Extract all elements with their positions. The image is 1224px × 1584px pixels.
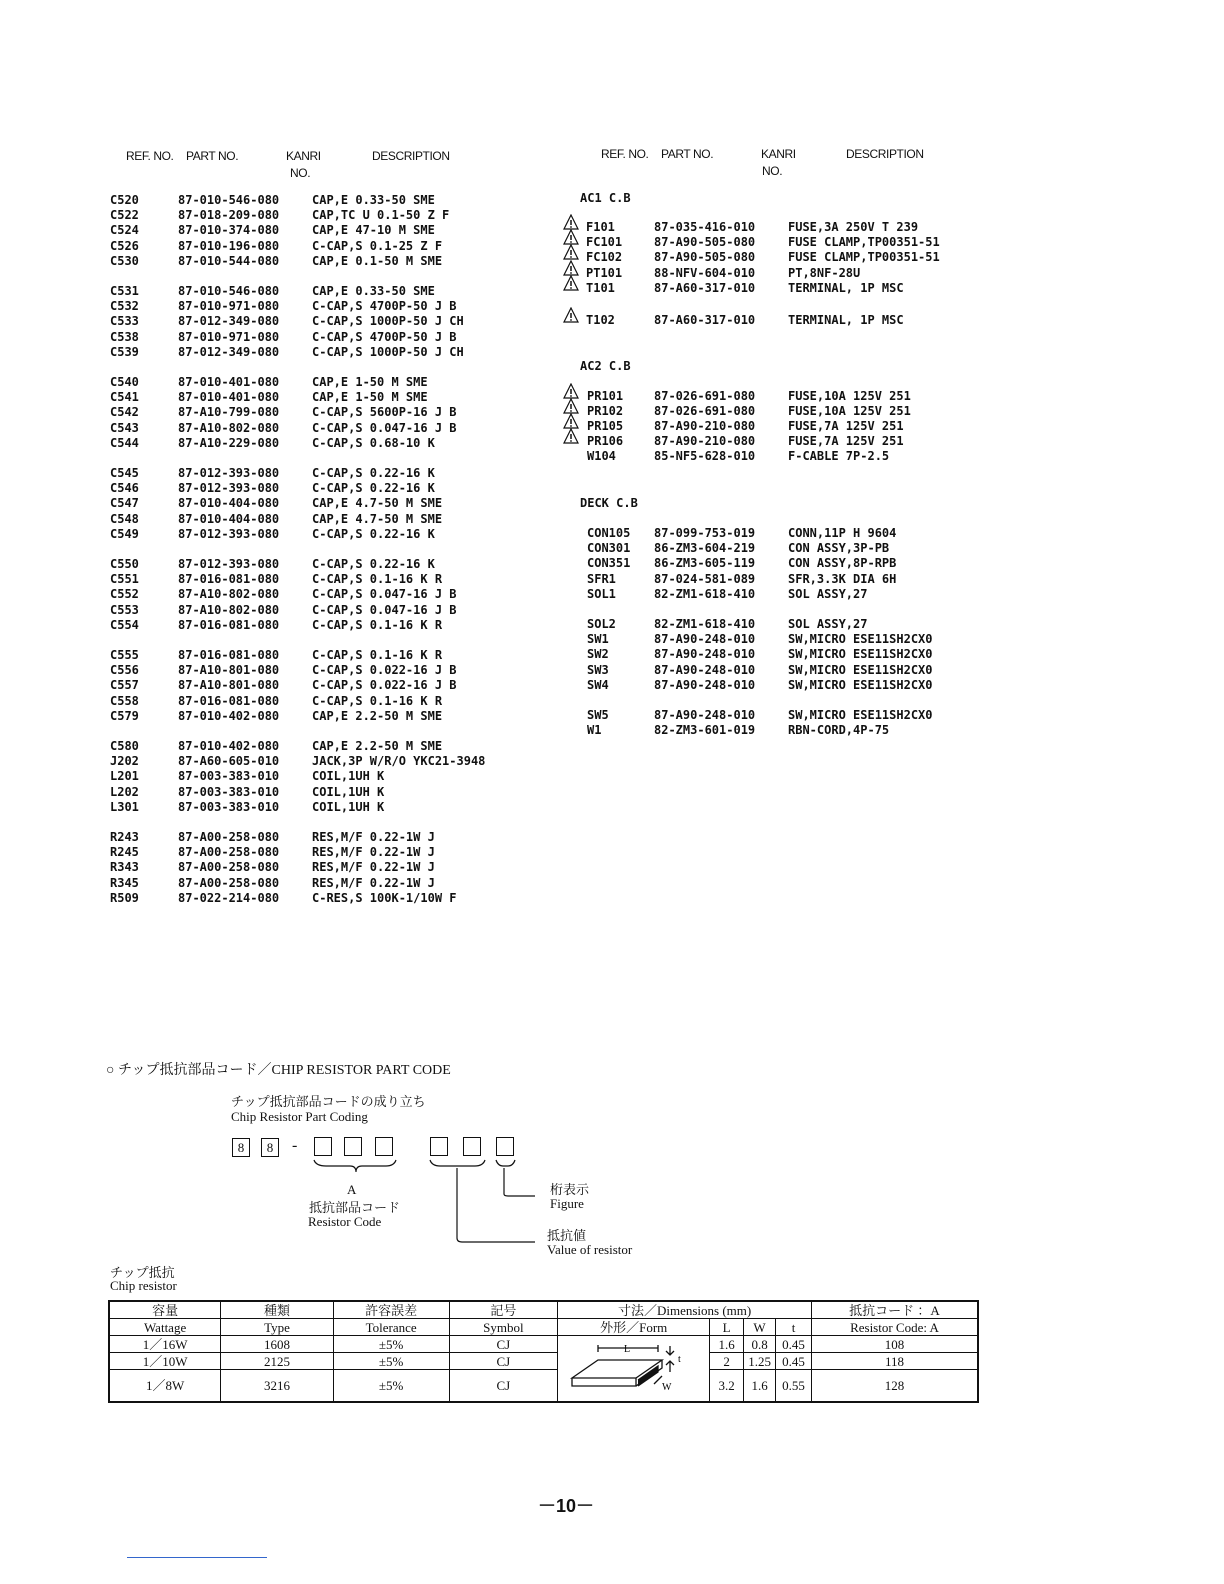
part-no: 87-003-383-010 (178, 799, 280, 814)
description: CONN,11P H 9604 (788, 526, 897, 540)
section-title-ac1: AC1 C.B (580, 191, 631, 205)
description: C-CAP,S 0.1-16 K R (312, 572, 443, 587)
ref-no: C545 (110, 466, 139, 480)
th-t: t (776, 1319, 812, 1336)
ref-no: R243 (110, 830, 139, 844)
part-no: 87-A10-229-080 (178, 435, 280, 450)
description: C-CAP,S 1000P-50 J CH (312, 314, 464, 329)
section-title-ac2: AC2 C.B (580, 359, 631, 373)
ref-no: CON351 (587, 556, 631, 571)
value-en: Value of resistor (547, 1242, 633, 1257)
description: JACK,3P W/R/O YKC21-3948 (312, 754, 486, 769)
th-type-jp: 種類 (221, 1301, 334, 1319)
description: C-CAP,S 0.22-16 K (312, 557, 435, 571)
code-box-1: 8 (232, 1138, 250, 1157)
cell-l: 1.6 (710, 1336, 744, 1353)
left-header-part: PART NO. (186, 149, 239, 163)
cell-t: 0.55 (776, 1370, 812, 1402)
ref-no: T101 (586, 281, 615, 295)
ref-no: C522 (110, 208, 139, 223)
chip-form-drawing (558, 1342, 708, 1394)
description: CAP,E 1-50 M SME (312, 375, 428, 389)
left-header-ref: REF. NO. (126, 149, 174, 163)
section-title-deck: DECK C.B (580, 496, 638, 510)
right-header-description: DESCRIPTION (846, 147, 924, 161)
table-row (109, 1370, 978, 1402)
cell-symbol: CJ (449, 1353, 558, 1370)
cell-w: 1.25 (744, 1353, 776, 1370)
description: CON ASSY,3P-PB (788, 541, 890, 556)
ref-no: C539 (110, 344, 139, 359)
ref-no: SFR1 (587, 571, 616, 586)
code-dash: - (292, 1137, 298, 1154)
ref-no: C520 (110, 193, 139, 207)
ref-no: C552 (110, 587, 139, 602)
label-a: A (347, 1182, 357, 1197)
cell-type: 1608 (221, 1336, 334, 1353)
part-no: 87-A90-248-010 (654, 677, 756, 692)
part-no: 87-A60-317-010 (654, 281, 756, 295)
cell-t: 0.45 (776, 1336, 812, 1353)
value-jp: 抵抗値 (547, 1228, 587, 1243)
warning-triangle-icon (563, 413, 579, 429)
description: SOL ASSY,27 (788, 617, 868, 631)
part-no: 87-A90-248-010 (654, 708, 756, 722)
ref-no: F101 (586, 220, 615, 234)
description: CAP,TC U 0.1-50 Z F (312, 208, 450, 223)
description: FUSE,7A 125V 251 (788, 434, 904, 448)
part-no: 87-A90-505-080 (654, 235, 756, 249)
part-no: 87-A90-248-010 (654, 662, 756, 677)
part-no: 86-ZM3-604-219 (654, 541, 756, 556)
chip-resistor-en: Chip resistor (110, 1278, 177, 1293)
cell-form-drawing (558, 1336, 710, 1402)
ref-no: J202 (110, 754, 139, 769)
part-no: 82-ZM1-618-410 (654, 586, 756, 601)
description: CAP,E 0.33-50 SME (312, 193, 435, 207)
part-no: 87-A90-210-080 (654, 419, 756, 433)
description: TERMINAL, 1P MSC (788, 281, 904, 295)
left-header-kanri: KANRI (286, 149, 321, 163)
ref-no: C532 (110, 299, 139, 314)
ref-no: C531 (110, 284, 139, 298)
ref-no: PR105 (587, 419, 624, 433)
part-no: 87-012-393-080 (178, 466, 280, 480)
description: SW,MICRO ESE11SH2CX0 (788, 677, 933, 692)
th-w: W (744, 1319, 776, 1336)
description: FUSE,10A 125V 251 (788, 404, 911, 418)
part-no: 87-A00-258-080 (178, 860, 280, 875)
description: CAP,E 4.7-50 M SME (312, 496, 443, 511)
part-no: 87-A60-317-010 (654, 313, 756, 327)
cell-w: 0.8 (744, 1336, 776, 1353)
ref-no: R245 (110, 845, 139, 860)
warning-triangle-icon (563, 229, 579, 245)
cell-t: 0.45 (776, 1353, 812, 1370)
figure-en: Figure (550, 1196, 584, 1211)
part-no: 87-012-349-080 (178, 344, 280, 359)
th-code-jp: 抵抗コード ：A (811, 1301, 978, 1319)
warning-triangle-icon (563, 383, 579, 399)
ref-no: C555 (110, 648, 139, 662)
th-form: 外形／Form (558, 1319, 710, 1336)
part-no: 87-022-214-080 (178, 890, 280, 905)
cell-code: 128 (811, 1370, 978, 1402)
part-no: 87-A90-505-080 (654, 250, 756, 264)
th-wattage-en: Wattage (109, 1319, 221, 1336)
chip-resistor-jp: チップ抵抗 (110, 1265, 175, 1280)
ref-no: R343 (110, 860, 139, 875)
warning-triangle-icon (563, 398, 579, 414)
cell-wattage: 1／10W (109, 1353, 221, 1370)
th-type-en: Type (221, 1319, 334, 1336)
description: CAP,E 0.1-50 M SME (312, 253, 443, 268)
ref-no: L202 (110, 784, 139, 799)
description: SW,MICRO ESE11SH2CX0 (788, 632, 933, 647)
part-no: 87-012-349-080 (178, 314, 280, 329)
part-no: 87-010-544-080 (178, 253, 280, 268)
description: C-CAP,S 4700P-50 J B (312, 299, 457, 314)
description: FUSE CLAMP,TP00351-51 (788, 250, 940, 264)
ref-no: C530 (110, 253, 139, 268)
description: C-CAP,S 0.1-16 K R (312, 617, 443, 632)
description: C-CAP,S 0.047-16 J B (312, 602, 457, 617)
cell-tolerance: ±5% (333, 1353, 449, 1370)
description: TERMINAL, 1P MSC (788, 313, 904, 327)
part-no: 87-010-401-080 (178, 390, 280, 405)
warning-triangle-icon (563, 244, 579, 260)
page-number: －10－ (538, 1496, 595, 1516)
ref-no: CON105 (587, 526, 631, 540)
part-no: 87-016-081-080 (178, 648, 280, 662)
description: F-CABLE 7P-2.5 (788, 449, 890, 463)
description: C-CAP,S 0.1-16 K R (312, 693, 443, 708)
part-no: 87-A00-258-080 (178, 830, 280, 844)
part-no: 87-026-691-080 (654, 404, 756, 418)
ref-no: C524 (110, 223, 139, 238)
ref-no: PR101 (587, 389, 624, 403)
description: RES,M/F 0.22-1W J (312, 860, 435, 875)
part-no: 87-A00-258-080 (178, 875, 280, 890)
part-no: 87-024-581-089 (654, 571, 756, 586)
ref-no: C579 (110, 708, 139, 723)
th-dimensions: 寸法／Dimensions (mm) (558, 1301, 812, 1319)
warning-triangle-icon (563, 428, 579, 444)
warning-triangle-icon (563, 275, 579, 291)
ref-no: C556 (110, 663, 139, 678)
cell-symbol: CJ (449, 1336, 558, 1353)
cell-code: 118 (811, 1353, 978, 1370)
ref-no: L201 (110, 769, 139, 784)
part-no: 87-A10-802-080 (178, 420, 280, 435)
ref-no: R345 (110, 875, 139, 890)
description: C-CAP,S 0.047-16 J B (312, 587, 457, 602)
ref-no: CON301 (587, 541, 631, 556)
part-no: 87-A60-605-010 (178, 754, 280, 769)
description: COIL,1UH K (312, 784, 385, 799)
ref-no: R509 (110, 890, 139, 905)
ref-no: C557 (110, 678, 139, 693)
description: RES,M/F 0.22-1W J (312, 875, 435, 890)
form-w-label: W (662, 1382, 672, 1394)
ref-no: C553 (110, 602, 139, 617)
ref-no: C580 (110, 739, 139, 753)
part-no: 87-012-393-080 (178, 481, 280, 496)
ref-no: PT101 (586, 266, 623, 280)
part-no: 87-003-383-010 (178, 784, 280, 799)
part-no: 87-010-374-080 (178, 223, 280, 238)
description: FUSE,10A 125V 251 (788, 389, 911, 403)
part-no: 87-010-546-080 (178, 193, 280, 207)
ref-no: SW4 (587, 677, 609, 692)
description: RBN-CORD,4P-75 (788, 723, 890, 738)
footer-link-underline[interactable] (127, 1557, 267, 1558)
cell-type: 3216 (221, 1370, 334, 1402)
cell-tolerance: ±5% (333, 1336, 449, 1353)
ref-no: L301 (110, 799, 139, 814)
part-no: 87-035-416-010 (654, 220, 756, 234)
right-header-part: PART NO. (661, 147, 714, 161)
part-no: 87-010-196-080 (178, 238, 280, 253)
description: CAP,E 2.2-50 M SME (312, 739, 443, 753)
ref-no: SOL1 (587, 586, 616, 601)
description: C-CAP,S 0.047-16 J B (312, 420, 457, 435)
cell-code: 108 (811, 1336, 978, 1353)
ref-no: C542 (110, 405, 139, 420)
ref-no: W104 (587, 449, 616, 463)
description: C-RES,S 100K-1/10W F (312, 890, 457, 905)
table-header-row-2 (109, 1319, 978, 1336)
description: SOL ASSY,27 (788, 586, 868, 601)
part-no: 87-016-081-080 (178, 693, 280, 708)
cell-l: 3.2 (710, 1370, 744, 1402)
ref-no: SW5 (587, 708, 609, 722)
part-no: 87-A10-801-080 (178, 663, 280, 678)
description: C-CAP,S 0.1-25 Z F (312, 238, 443, 253)
warning-triangle-icon (563, 214, 579, 230)
figure-jp: 桁表示 (550, 1182, 590, 1197)
ref-no: PR106 (587, 434, 624, 448)
form-t-label: t (678, 1354, 681, 1366)
ref-no: W1 (587, 723, 602, 738)
ref-no: C558 (110, 693, 139, 708)
description: C-CAP,S 0.1-16 K R (312, 648, 443, 662)
coding-title-en: Chip Resistor Part Coding (231, 1109, 368, 1124)
resistor-code-en: Resistor Code (308, 1214, 382, 1229)
description: C-CAP,S 0.22-16 K (312, 526, 435, 541)
warning-triangle-icon (563, 260, 579, 276)
description: RES,M/F 0.22-1W J (312, 845, 435, 860)
description: COIL,1UH K (312, 769, 385, 784)
description: COIL,1UH K (312, 799, 385, 814)
part-no: 87-A10-801-080 (178, 678, 280, 693)
part-no: 87-012-393-080 (178, 526, 280, 541)
cell-wattage: 1／8W (109, 1370, 221, 1402)
part-no: 82-ZM3-601-019 (654, 723, 756, 738)
th-l: L (710, 1319, 744, 1336)
ref-no: C541 (110, 390, 139, 405)
ref-no: C551 (110, 572, 139, 587)
description: C-CAP,S 4700P-50 J B (312, 329, 457, 344)
description: FUSE CLAMP,TP00351-51 (788, 235, 940, 249)
cell-tolerance: ±5% (333, 1370, 449, 1402)
ref-no: C549 (110, 526, 139, 541)
part-no: 87-099-753-019 (654, 526, 756, 540)
description: C-CAP,S 0.68-10 K (312, 435, 435, 450)
description: CAP,E 1-50 M SME (312, 390, 428, 405)
left-header-kanri-no: NO. (290, 166, 311, 180)
part-no: 87-010-971-080 (178, 299, 280, 314)
ref-no: SW2 (587, 647, 609, 662)
description: SW,MICRO ESE11SH2CX0 (788, 647, 933, 662)
part-no: 87-010-971-080 (178, 329, 280, 344)
th-wattage-jp: 容量 (109, 1301, 221, 1319)
th-tolerance-en: Tolerance (333, 1319, 449, 1336)
ref-no: C540 (110, 375, 139, 389)
code-box-2: 8 (261, 1138, 279, 1157)
part-no: 85-NF5-628-010 (654, 449, 756, 463)
description: CON ASSY,8P-RPB (788, 556, 897, 571)
coding-title-jp: チップ抵抗部品コードの成り立ち (231, 1094, 426, 1109)
part-no: 87-A10-799-080 (178, 405, 280, 420)
part-no: 87-A90-210-080 (654, 434, 756, 448)
ref-no: SW3 (587, 662, 609, 677)
cell-type: 2125 (221, 1353, 334, 1370)
part-no: 87-003-383-010 (178, 769, 280, 784)
ref-no: C538 (110, 329, 139, 344)
form-l-label: L (624, 1344, 631, 1356)
description: SFR,3.3K DIA 6H (788, 571, 897, 586)
ref-no: C544 (110, 435, 139, 450)
ref-no: PR102 (587, 404, 624, 418)
right-header-kanri: KANRI (761, 147, 796, 161)
table-header-row-1 (109, 1301, 978, 1319)
table-row (109, 1336, 978, 1353)
description: C-CAP,S 0.22-16 K (312, 466, 435, 480)
part-no: 87-010-404-080 (178, 511, 280, 526)
description: C-CAP,S 0.022-16 J B (312, 678, 457, 693)
part-no: 87-010-402-080 (178, 708, 280, 723)
part-no: 87-A00-258-080 (178, 845, 280, 860)
left-header-description: DESCRIPTION (372, 149, 450, 163)
part-no: 87-026-691-080 (654, 389, 756, 403)
description: PT,8NF-28U (788, 266, 861, 280)
cell-symbol: CJ (449, 1370, 558, 1402)
ref-no: C533 (110, 314, 139, 329)
th-tolerance-jp: 許容誤差 (333, 1301, 449, 1319)
part-no: 88-NFV-604-010 (654, 266, 756, 280)
table-row (109, 1353, 978, 1370)
ref-no: FC102 (586, 250, 623, 264)
cell-wattage: 1／16W (109, 1336, 221, 1353)
resistor-code-jp: 抵抗部品コード (309, 1200, 401, 1215)
right-header-kanri-no: NO. (762, 164, 783, 178)
th-symbol-jp: 記号 (449, 1301, 558, 1319)
description: C-CAP,S 1000P-50 J CH (312, 344, 464, 359)
part-no: 87-010-402-080 (178, 739, 280, 753)
description: FUSE,3A 250V T 239 (788, 220, 919, 234)
ref-no: C554 (110, 617, 139, 632)
ref-no: C550 (110, 557, 139, 571)
chip-resistor-table (108, 1300, 979, 1403)
part-no: 87-A90-248-010 (654, 647, 756, 662)
ref-no: C547 (110, 496, 139, 511)
description: CAP,E 2.2-50 M SME (312, 708, 443, 723)
ref-no: C543 (110, 420, 139, 435)
description: RES,M/F 0.22-1W J (312, 830, 435, 844)
part-no: 87-018-209-080 (178, 208, 280, 223)
part-no: 86-ZM3-605-119 (654, 556, 756, 571)
part-no: 87-012-393-080 (178, 557, 280, 571)
cell-w: 1.6 (744, 1370, 776, 1402)
right-header-ref: REF. NO. (601, 147, 649, 161)
part-no: 87-A90-248-010 (654, 632, 756, 647)
description: CAP,E 0.33-50 SME (312, 284, 435, 298)
description: FUSE,7A 125V 251 (788, 419, 904, 433)
ref-no: FC101 (586, 235, 623, 249)
ref-no: C526 (110, 238, 139, 253)
description: CAP,E 47-10 M SME (312, 223, 435, 238)
description: SW,MICRO ESE11SH2CX0 (788, 708, 933, 722)
th-code-en: Resistor Code: A (811, 1319, 978, 1336)
part-no: 87-A10-802-080 (178, 602, 280, 617)
th-symbol-en: Symbol (449, 1319, 558, 1336)
ref-no: T102 (586, 313, 615, 327)
part-no: 82-ZM1-618-410 (654, 617, 756, 631)
description: C-CAP,S 0.22-16 K (312, 481, 435, 496)
description: C-CAP,S 5600P-16 J B (312, 405, 457, 420)
description: SW,MICRO ESE11SH2CX0 (788, 662, 933, 677)
description: CAP,E 4.7-50 M SME (312, 511, 443, 526)
part-no: 87-A10-802-080 (178, 587, 280, 602)
description: C-CAP,S 0.022-16 J B (312, 663, 457, 678)
part-no: 87-016-081-080 (178, 617, 280, 632)
part-no: 87-010-401-080 (178, 375, 280, 389)
part-no: 87-010-546-080 (178, 284, 280, 298)
ref-no: SOL2 (587, 617, 616, 631)
warning-triangle-icon (563, 307, 579, 323)
cell-l: 2 (710, 1353, 744, 1370)
ref-no: C546 (110, 481, 139, 496)
part-no: 87-016-081-080 (178, 572, 280, 587)
chip-section-title: ○ チップ抵抗部品コード／CHIP RESISTOR PART CODE (106, 1063, 451, 1078)
ref-no: SW1 (587, 632, 609, 647)
part-no: 87-010-404-080 (178, 496, 280, 511)
ref-no: C548 (110, 511, 139, 526)
